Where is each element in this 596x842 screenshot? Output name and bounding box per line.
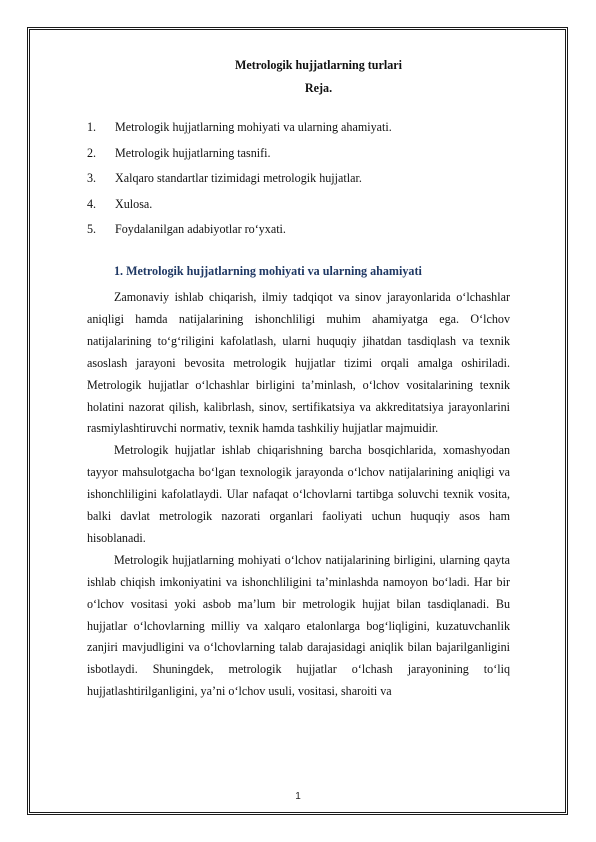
- plan-item: [87, 115, 510, 141]
- body-paragraph: Metrologik hujjatlarning mohiyati o‘lchov natijalarining birligini, ularning qayta ishlab chiqish imkoniyatini va ishonchliligini ta’minlashda namoyon bo‘ladi. Har bir o‘lchov vositasi yoki asbob ma’lum bir metrologik hujjat bilan tasdiqlanadi. Bu hujjatlar o‘lchovlarning milliy va xalqaro etalonlarga bog‘liqligini, kuzatuvchanlik zanjiri mavjudligini va o‘lchovlarning talab darajasidagi aniqlik bilan bajarilganligini isbotlaydi. Shuningdek, metrologik hujjatlar o‘lchash jarayonining to‘liq hujjatlashtirilganligini, ya’ni o‘lchov usuli, vositasi, sharoiti va: [87, 552, 510, 699]
- plan-item: [87, 217, 510, 243]
- page-number: 1: [295, 791, 301, 802]
- plan-item-text: Xalqaro standartlar tizimidagi metrologik hujjatlar.: [115, 171, 362, 186]
- plan-item-number: 1.: [87, 120, 97, 134]
- page-content: [87, 56, 510, 703]
- plan-item-text: Xulosa.: [115, 196, 153, 211]
- plan-item-number: 3.: [87, 171, 97, 186]
- body-paragraph: Metrologik hujjatlar ishlab chiqarishning barcha bosqichlarida, xomashyodan tayyor mahsulotgacha bo‘lgan texnologik jarayonda o‘lchov natijalarining aniqligi va ishonchliligini kafolatlaydi. Ular nafaqat o‘lchovlarni tartibga soluvchi texnik vosita, balki davlat metrologik nazorati organlari faoliyati uchun huquqiy asos ham hisoblanadi.: [87, 443, 510, 545]
- plan-item-number: 2.: [87, 145, 97, 160]
- plan-item-text: Metrologik hujjatlarning tasnifi.: [115, 145, 271, 160]
- plan-item: [87, 166, 510, 192]
- plan-heading: Reja.: [304, 81, 333, 95]
- plan-item: [87, 192, 510, 218]
- document-title: Metrologik hujjatlarning turlari: [234, 58, 403, 72]
- section-heading: 1. Metrologik hujjatlarning mohiyati va ularning ahamiyati: [114, 263, 422, 278]
- plan-item: [87, 141, 510, 167]
- body-paragraph: Zamonaviy ishlab chiqarish, ilmiy tadqiqot va sinov jarayonlarida o‘lchashlar aniqligi hamda natijalarining ishonchliligi muhim ahamiyatga ega. O‘lchov natijalarining to‘g‘riligini kafolatlash, ularni huquqiy jihatdan tasdiqlash va texnik asoslash jarayoni bevosita metrologik hujjatlar tizimi orqali amalga oshiriladi. Metrologik hujjatlar o‘lchashlar birligini ta’minlash, o‘lchov vositalarining texnik holatini nazorat qilish, kalibrlash, sinov, sertifikatsiya va akkreditatsiya jarayonlarini rasmiylashtiruvchi normativ, texnik hamda tashkiliy hujjatlar majmuidir.: [87, 289, 510, 436]
- plan-item-number: 5.: [87, 222, 97, 237]
- plan-item-number: 4.: [87, 196, 97, 211]
- plan-list: [87, 115, 510, 243]
- plan-item-text: Foydalanilgan adabiyotlar ro‘yxati.: [115, 222, 286, 237]
- plan-item-text: Metrologik hujjatlarning mohiyati va ularning ahamiyati.: [115, 120, 392, 134]
